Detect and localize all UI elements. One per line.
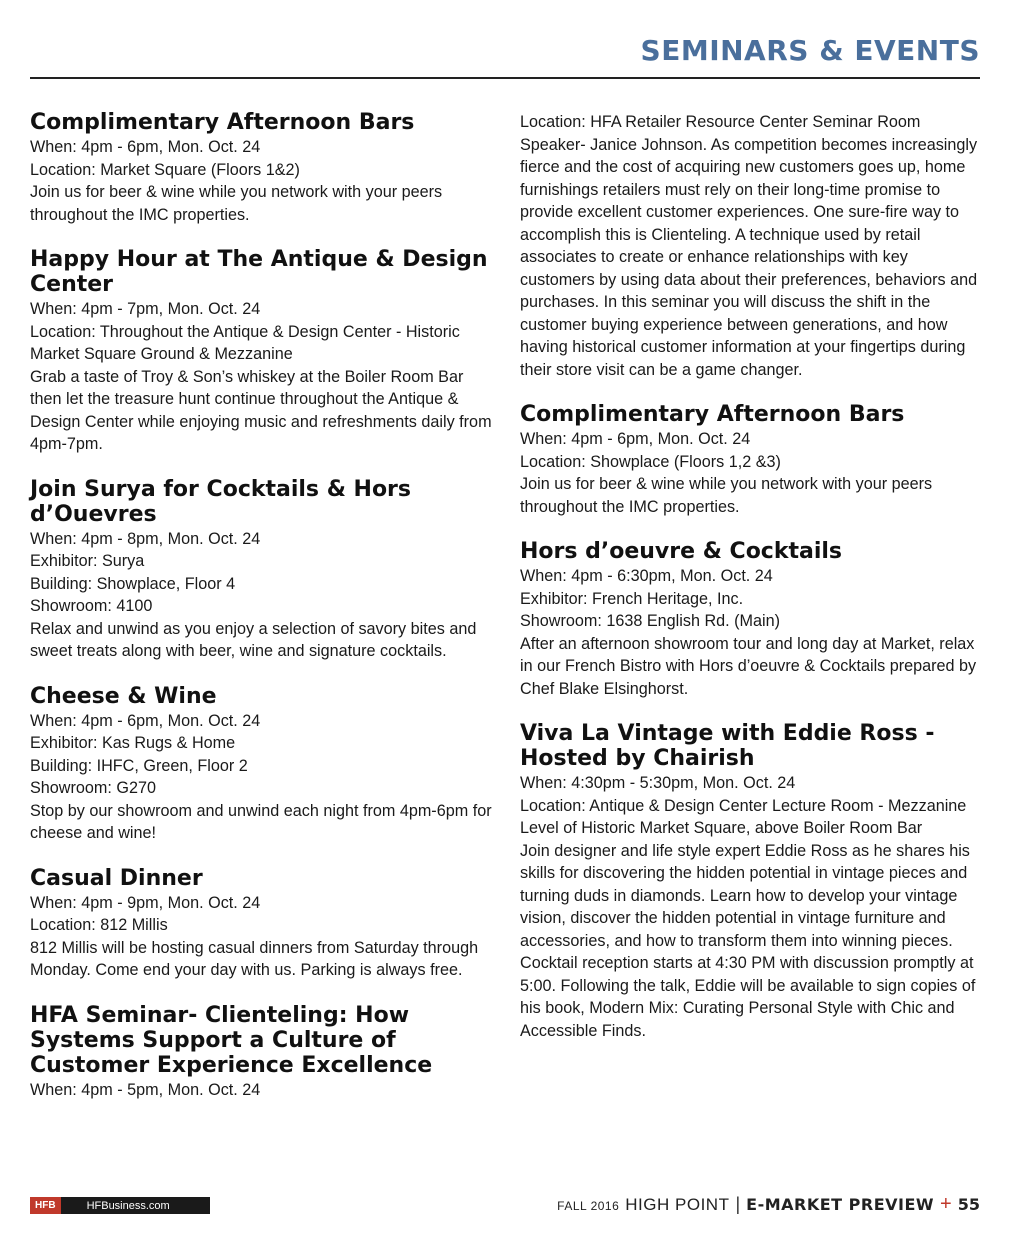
event-title: Complimentary Afternoon Bars xyxy=(520,402,905,427)
footer-issue: E-MARKET PREVIEW xyxy=(746,1195,935,1214)
event-description: Join us for beer & wine while you network with your peers throughout the IMC properties. xyxy=(30,183,443,224)
event-when: When: 4pm - 6pm, Mon. Oct. 24 xyxy=(30,711,261,730)
event xyxy=(30,1003,492,1102)
event-description: Grab a taste of Troy & Son’s whiskey at the Boiler Room Bar then let the treasure hunt continue throughout the Antique & Design Center while enjoying music and refreshments daily from 4pm-7pm. xyxy=(30,367,492,453)
event-location: Location: Antique & Design Center Lecture Room - Mezzanine Level of Historic Market Square, above Boiler Room Bar xyxy=(520,796,967,837)
event-when: When: 4pm - 6pm, Mon. Oct. 24 xyxy=(520,430,751,448)
footer-issue-line xyxy=(557,1193,980,1216)
event-description: Speaker- Janice Johnson. As competition becomes increasingly fierce and the cost of acquiring new customers goes up, home furnishings retailers must rely on their long-time promise to provide excellent customer experiences. One sure-fire way to accomplish this is Clienteling. A technique used by retail associates to create or enhance relationships with key customers by using data about their preferences, behaviors and purchases. In this seminar you will discuss the shift in the customer buying experience between generations, and how having historical customer information at your fingertips during their store visit can be a game changer. xyxy=(520,135,978,379)
footer-brand-bar xyxy=(30,1197,210,1214)
event-showroom: Showroom: 1638 English Rd. (Main) xyxy=(520,612,781,630)
event xyxy=(30,684,492,845)
event-description: After an afternoon showroom tour and long day at Market, relax in our French Bistro with Hors d’oeuvre & Cocktails prepared by Chef Blake Elsinghorst. xyxy=(520,634,977,698)
event-showroom: Showroom: G270 xyxy=(30,779,156,797)
footer-publication: HIGH POINT xyxy=(625,1195,730,1214)
event-location: Location: Market Square (Floors 1&2) xyxy=(30,160,300,179)
event xyxy=(520,539,982,700)
event-title: Join Surya for Cocktails & Hors d’Ouevres xyxy=(30,476,412,527)
event-when: When: 4pm - 6:30pm, Mon. Oct. 24 xyxy=(520,567,773,585)
event-exhibitor: Exhibitor: French Heritage, Inc. xyxy=(520,589,744,608)
event-when: When: 4pm - 9pm, Mon. Oct. 24 xyxy=(30,893,261,912)
event-description: Join us for beer & wine while you network with your peers throughout the IMC properties. xyxy=(520,475,933,516)
header-rule xyxy=(30,77,980,79)
event-when: When: 4pm - 5pm, Mon. Oct. 24 xyxy=(30,1080,261,1099)
event-building: Building: Showplace, Floor 4 xyxy=(30,574,236,593)
event-description: Relax and unwind as you enjoy a selection of savory bites and sweet treats along with beer, wine and signature cocktails. xyxy=(30,619,477,660)
event-title: Happy Hour at The Antique & Design Center xyxy=(30,247,488,297)
event-showroom: Showroom: 4100 xyxy=(30,597,153,615)
event-description: Join designer and life style expert Eddie Ross as he shares his skills for discovering the hidden potential in vintage pieces and turning duds in diamonds. Learn how to develop your vintage vision, discover the hidden potential in vintage furniture and accessories, and how to transform them into winning pieces. Cocktail reception starts at 4:30 PM with discussion promptly at 5:00. Following the talk, Eddie will be available to sign copies of his book, Modern Mix: Curating Personal Style with Chic and Accessible Finds. xyxy=(520,841,976,1040)
event xyxy=(30,866,492,982)
event-when: When: 4pm - 7pm, Mon. Oct. 24 xyxy=(30,300,261,318)
event-title: HFA Seminar- Clienteling: How Systems Support a Culture of Customer Experience Excellence xyxy=(30,1002,433,1078)
event-location: Location: Throughout the Antique & Design Center - Historic Market Square Ground & Mezzanine xyxy=(30,322,460,363)
event-continued xyxy=(520,111,982,381)
event-when: When: 4:30pm - 5:30pm, Mon. Oct. 24 xyxy=(520,774,796,792)
page-number: 55 xyxy=(957,1195,980,1214)
event-location: Location: 812 Millis xyxy=(30,916,168,934)
section-title: SEMINARS & EVENTS xyxy=(640,34,980,67)
event-title: Casual Dinner xyxy=(30,865,203,891)
event-title: Hors d’oeuvre & Cocktails xyxy=(520,539,843,564)
footer-url[interactable]: HFBusiness.com xyxy=(86,1199,170,1212)
event xyxy=(520,402,982,518)
event-when: When: 4pm - 6pm, Mon. Oct. 24 xyxy=(30,138,261,156)
event-exhibitor: Exhibitor: Surya xyxy=(30,552,145,570)
event xyxy=(30,110,492,226)
event-location: Location: HFA Retailer Resource Center Seminar Room xyxy=(520,113,921,131)
event-exhibitor: Exhibitor: Kas Rugs & Home xyxy=(30,734,236,752)
event xyxy=(30,477,492,663)
left-column xyxy=(30,110,492,1122)
plus-icon: + xyxy=(940,1193,952,1215)
event xyxy=(520,721,982,1042)
event xyxy=(30,247,492,456)
event-title: Complimentary Afternoon Bars xyxy=(30,110,415,135)
right-column xyxy=(520,111,982,1063)
footer-separator: | xyxy=(735,1194,741,1214)
event-description: 812 Millis will be hosting casual dinners from Saturday through Monday. Come end your day with us. Parking is always free. xyxy=(30,938,479,979)
event-building: Building: IHFC, Green, Floor 2 xyxy=(30,756,248,775)
event-when: When: 4pm - 8pm, Mon. Oct. 24 xyxy=(30,529,261,548)
event-title: Viva La Vintage with Eddie Ross - Hosted by Chairish xyxy=(520,721,935,771)
event-title: Cheese & Wine xyxy=(30,683,217,709)
hfb-logo: HFB xyxy=(30,1197,61,1214)
event-description: Stop by our showroom and unwind each night from 4pm-6pm for cheese and wine! xyxy=(30,801,492,842)
footer-season: FALL 2016 xyxy=(557,1199,620,1213)
event-location: Location: Showplace (Floors 1,2 &3) xyxy=(520,452,781,471)
